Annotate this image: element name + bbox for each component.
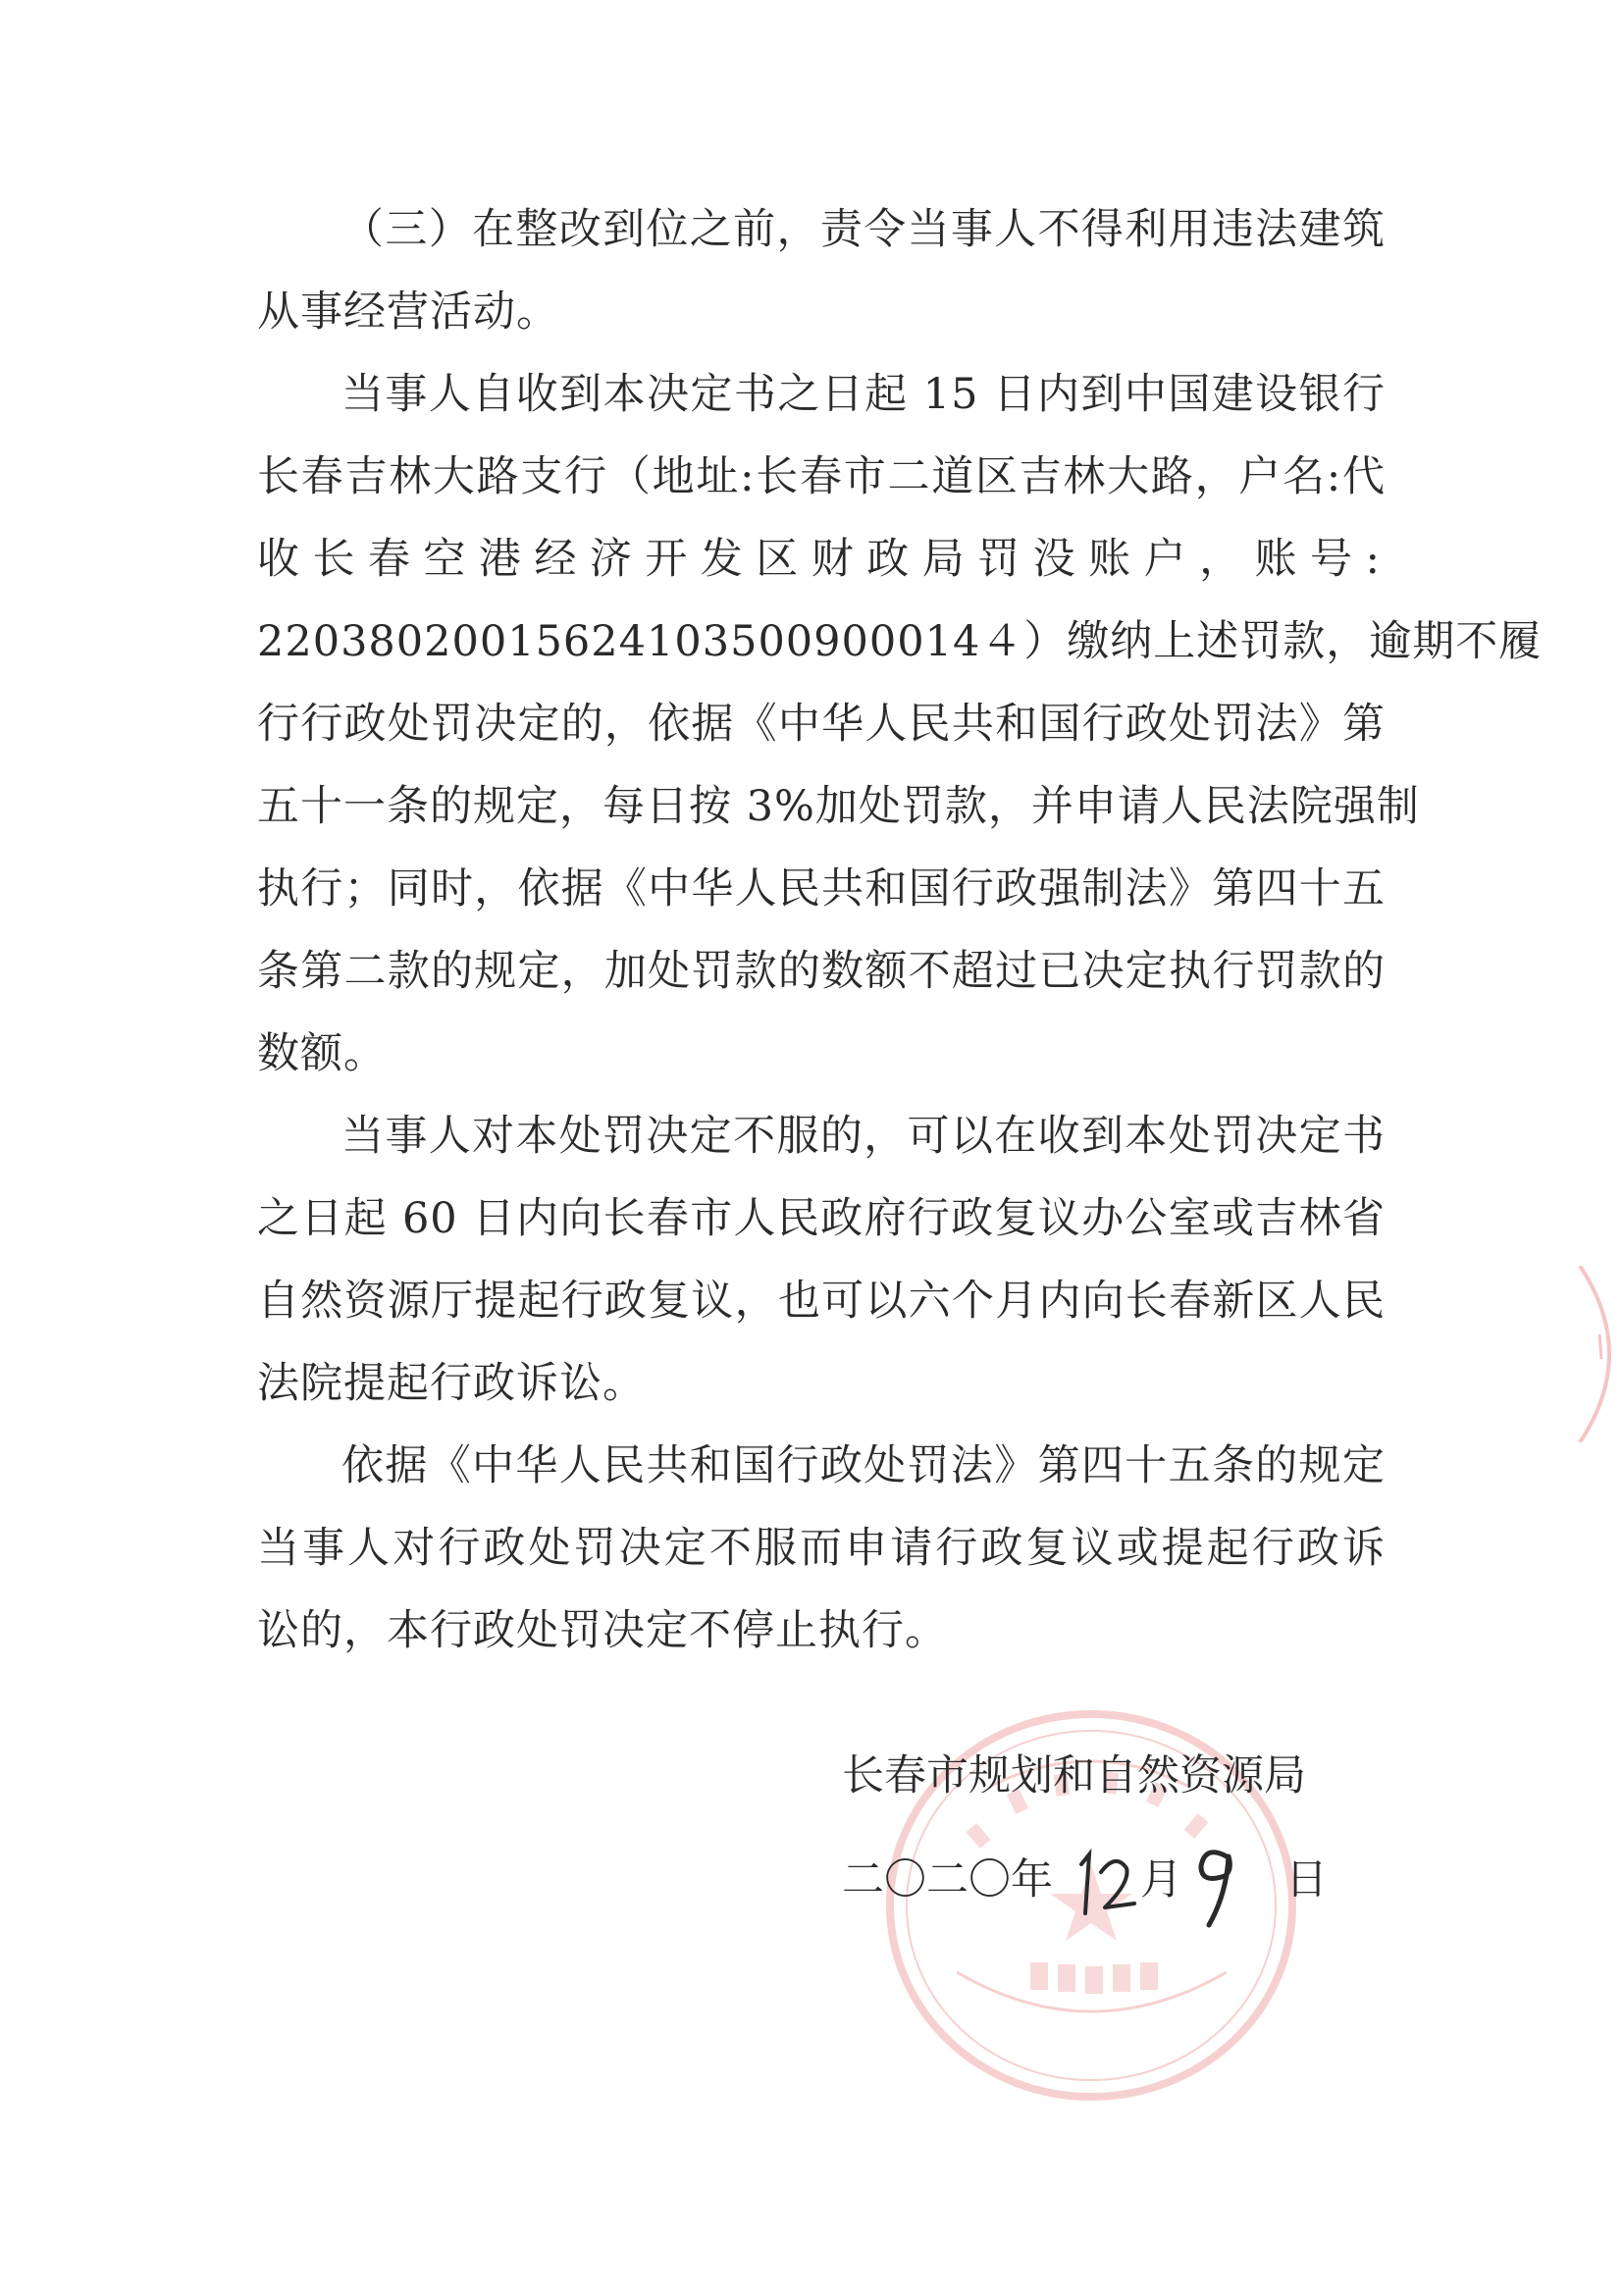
paragraph-2-line-4: 22038020015624103500900014４）缴纳上述罚款，逾期不履 — [257, 617, 1543, 666]
paragraph-2-line-8: 条第二款的规定，加处罚款的数额不超过已决定执行罚款的 — [257, 947, 1386, 996]
paragraph-4-line-3: 讼的，本行政处罚决定不停止执行。 — [257, 1606, 948, 1655]
paragraph-1-line-1: （三）在整改到位之前，责令当事人不得利用违法建筑 — [341, 205, 1386, 254]
paragraph-3-line-1: 当事人对本处罚决定不服的，可以在收到本处罚决定书 — [341, 1112, 1386, 1161]
paragraph-2-line-3: 收长春空港经济开发区财政局罚没账户，账号: — [257, 535, 1386, 584]
month-char: 月 — [1140, 1855, 1182, 1905]
paragraph-3-line-2: 之日起 60 日内向长春市人民政府行政复议办公室或吉林省 — [257, 1194, 1386, 1243]
paragraph-2-line-6: 五十一条的规定，每日按 3%加处罚款，并申请人民法院强制 — [257, 782, 1420, 831]
paragraph-3-line-4: 法院提起行政诉讼。 — [257, 1359, 646, 1408]
day-char: 日 — [1285, 1855, 1328, 1905]
paragraph-3-line-3: 自然资源厅提起行政复议，也可以六个月内向长春新区人民 — [257, 1277, 1386, 1326]
edge-seal-fragment — [1550, 1266, 1623, 1442]
paragraph-2-line-9: 数额。 — [257, 1029, 387, 1078]
paragraph-4-line-1: 依据《中华人民共和国行政处罚法》第四十五条的规定 — [341, 1441, 1386, 1490]
paragraph-4-line-2: 当事人对行政处罚决定不服而申请行政复议或提起行政诉 — [257, 1524, 1386, 1573]
paragraph-2-line-2: 长春吉林大路支行（地址:长春市二道区吉林大路，户名:代 — [257, 452, 1386, 501]
paragraph-1-line-2: 从事经营活动。 — [257, 287, 559, 337]
paragraph-2-line-5: 行行政处罚决定的，依据《中华人民共和国行政处罚法》第 — [257, 700, 1386, 749]
handwritten-day — [1187, 1835, 1246, 1933]
date-prefix: 二〇二〇年 — [842, 1855, 1053, 1905]
paragraph-2-line-1: 当事人自收到本决定书之日起 15 日内到中国建设银行 — [341, 370, 1386, 419]
handwritten-month — [1072, 1845, 1140, 1923]
issuing-organization: 长春市规划和自然资源局 — [842, 1751, 1306, 1800]
paragraph-2-line-7: 执行；同时，依据《中华人民共和国行政强制法》第四十五 — [257, 864, 1386, 913]
